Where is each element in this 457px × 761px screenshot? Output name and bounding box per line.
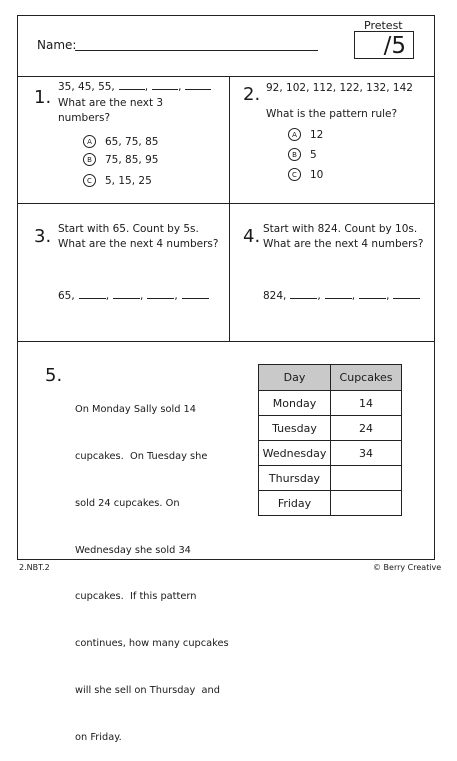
answer-blank[interactable] [119, 81, 145, 90]
table-cell-cupcakes-answer[interactable] [331, 466, 402, 491]
table-row [259, 391, 402, 416]
name-field[interactable] [75, 50, 318, 51]
answer-blank[interactable] [185, 81, 211, 90]
question-5-text-line: cupcakes. On Tuesday she [75, 450, 208, 462]
question-4-answer-row: 824, , , , [263, 289, 420, 304]
table-cell-cupcakes: 24 [331, 416, 402, 441]
answer-blank[interactable] [359, 290, 386, 299]
option-text: 5 [310, 148, 317, 161]
question-1-sequence: 35, 45, 55, , , [58, 80, 211, 95]
question-3-answer-row: 65, , , , [58, 289, 209, 304]
option-text: 65, 75, 85 [105, 135, 159, 148]
question-2-sequence: 92, 102, 112, 122, 132, 142 [266, 82, 413, 94]
score-box [354, 31, 414, 59]
question-2-number: 2. [243, 84, 261, 105]
question-5-text-line: On Monday Sally sold 14 [75, 404, 197, 416]
footer-standard: 2.NBT.2 [19, 563, 50, 572]
answer-blank[interactable] [393, 290, 420, 299]
answer-blank[interactable] [147, 290, 174, 299]
option-letter-circle: C [83, 174, 96, 187]
question-1-option-a[interactable] [83, 135, 158, 148]
footer-credit: © Berry Creative [373, 563, 442, 572]
table-row [259, 491, 402, 516]
option-letter-circle: C [288, 168, 301, 181]
table-row [259, 441, 402, 466]
question-4-answer-start: 824, [263, 290, 287, 302]
question-1-option-b[interactable] [83, 153, 158, 166]
table-row [259, 416, 402, 441]
question-1-option-c[interactable] [83, 174, 152, 187]
question-5-text [75, 371, 229, 761]
question-1-line2: numbers? [58, 112, 111, 124]
option-text: 5, 15, 25 [105, 174, 152, 187]
table-cell-cupcakes-answer[interactable] [331, 491, 402, 516]
option-letter-circle: B [83, 153, 96, 166]
question-4-number: 4. [243, 226, 261, 247]
question-4-line1: Start with 824. Count by 10s. [263, 223, 418, 235]
option-letter-circle: A [83, 135, 96, 148]
question-1-number: 1. [34, 87, 52, 108]
question-4-line2: What are the next 4 numbers? [263, 238, 424, 250]
table-cell-day: Wednesday [259, 441, 331, 466]
option-text: 75, 85, 95 [105, 153, 159, 166]
question-3-line2: What are the next 4 numbers? [58, 238, 219, 250]
question-2-question: What is the pattern rule? [266, 108, 398, 120]
question-5-number: 5. [45, 365, 63, 386]
table-cell-cupcakes: 14 [331, 391, 402, 416]
divider-bottom [17, 341, 435, 342]
answer-blank[interactable] [325, 290, 352, 299]
answer-blank[interactable] [79, 290, 106, 299]
name-label: Name: [37, 38, 77, 52]
question-2-option-c[interactable] [288, 168, 323, 181]
answer-blank[interactable] [152, 81, 178, 90]
table-header-row [259, 365, 402, 391]
divider-middle [17, 203, 435, 204]
question-5-text-line: will she sell on Thursday and [75, 684, 220, 696]
option-text: 12 [310, 128, 324, 141]
table-cell-day: Monday [259, 391, 331, 416]
question-2-option-b[interactable] [288, 148, 317, 161]
answer-blank[interactable] [113, 290, 140, 299]
question-3-number: 3. [34, 226, 52, 247]
table-cell-day: Thursday [259, 466, 331, 491]
question-1-line1: What are the next 3 [58, 97, 164, 109]
score-text: /5 [383, 33, 406, 59]
question-1-sequence-start: 35, 45, 55, [58, 81, 115, 93]
question-3-line1: Start with 65. Count by 5s. [58, 223, 199, 235]
answer-blank[interactable] [290, 290, 317, 299]
question-3-answer-start: 65, [58, 290, 75, 302]
question-2-option-a[interactable] [288, 128, 323, 141]
table-cell-day: Friday [259, 491, 331, 516]
table-cell-cupcakes: 34 [331, 441, 402, 466]
divider-vertical [229, 76, 230, 341]
table-header-cupcakes: Cupcakes [331, 365, 402, 391]
table-cell-day: Tuesday [259, 416, 331, 441]
option-letter-circle: B [288, 148, 301, 161]
question-5-text-line: cupcakes. If this pattern [75, 591, 197, 603]
pretest-label: Pretest [364, 19, 403, 32]
question-5-text-line: on Friday. [75, 731, 122, 743]
question-5-text-line: Wednesday she sold 34 [75, 544, 191, 556]
cupcakes-table [258, 364, 402, 516]
question-5-text-line: continues, how many cupcakes [75, 638, 229, 650]
option-letter-circle: A [288, 128, 301, 141]
divider-top [17, 76, 435, 77]
table-row [259, 466, 402, 491]
table-header-day: Day [259, 365, 331, 391]
option-text: 10 [310, 168, 324, 181]
answer-blank[interactable] [182, 290, 209, 299]
question-5-text-line: sold 24 cupcakes. On [75, 497, 180, 509]
